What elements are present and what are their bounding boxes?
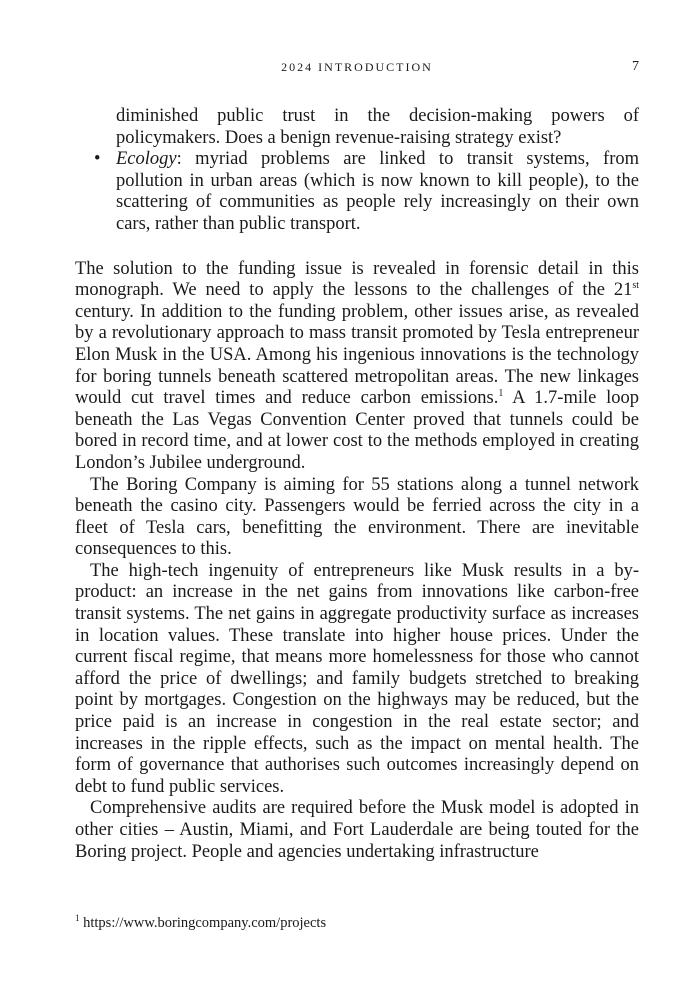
bullet-text: diminished public trust in the decision-making powers of policymakers. Does a benign revenue-raising strategy exist? — [116, 106, 639, 148]
bullet-text: : myriad problems are linked to transit systems, from pollution in urban areas (which is now known to kill people), to the scattering of communities as people rely increasingly on their own cars, rather than public transport. — [116, 149, 639, 234]
paragraph-1 — [75, 259, 639, 475]
running-title: 2024 INTRODUCTION — [281, 60, 433, 74]
page-number: 7 — [632, 59, 639, 74]
footnote-link[interactable]: https://www.boringcompany.com/projects — [79, 915, 327, 931]
footnote-mark: 1 — [75, 913, 80, 924]
paragraph-2: The Boring Company is aiming for 55 stations along a tunnel network beneath the casino city. Passengers would be ferried across the city in a fleet of Tesla cars, benefitting the environment. There are inevitable consequences to this. — [75, 474, 639, 560]
bullet-item-ecology — [94, 149, 639, 235]
bullet-item-continued — [116, 106, 639, 149]
bullet-list — [75, 106, 639, 236]
bullet-term: Ecology — [116, 149, 177, 170]
paragraph-1-text-a: The solution to the funding issue is revealed in forensic detail in this monograph. We need to apply the lessons to the challenges of the 21 — [75, 258, 639, 301]
paragraph-4: Comprehensive audits are required before the Musk model is adopted in other cities – Austin, Miami, and Fort Lauderdale are being touted for the Boring project. People and agencies undertaking infrastructure — [75, 798, 639, 862]
body-text — [75, 106, 639, 863]
paragraph-3: The high-tech ingenuity of entrepreneurs like Musk results in a by-product: an increase in the net gains from innovations like carbon-free transit systems. The net gains in aggregate productivity surface as increases in location values. These translate into higher house prices. Under the current fiscal regime, that means more homelessness for those who cannot afford the price of dwellings; and family budgets stretched to breaking point by mortgages. Congestion on the highways may be reduced, but the price paid is an increase in congestion in the real estate sector; and increases in the ripple effects, such as the impact on mental health. The form of governance that authorises such outcomes increasingly depend on debt to fund public services. — [75, 560, 639, 797]
running-head — [75, 57, 639, 77]
paragraph-1-text-b: century. In addition to the funding problem, other issues arise, as revealed by a revolutionary approach to mass transit promoted by Tesla entrepreneur Elon Musk in the USA. Among his ingenious innovations is the technology for boring tunnels beneath scattered metropolitan areas. The new linkages would cut travel times and reduce carbon emissions. — [75, 301, 639, 409]
footnote-reference[interactable]: 1 — [498, 387, 504, 399]
bullet-marker: • — [94, 149, 101, 170]
ordinal-suffix: st — [632, 280, 639, 291]
paragraph-1-text-c: A 1.7-mile loop beneath the Las Vegas Convention Center proved that tunnels could be bored in record time, and at lower cost to the methods employed in creating London’s Jubilee underground. — [75, 388, 639, 473]
footnote — [75, 914, 639, 932]
